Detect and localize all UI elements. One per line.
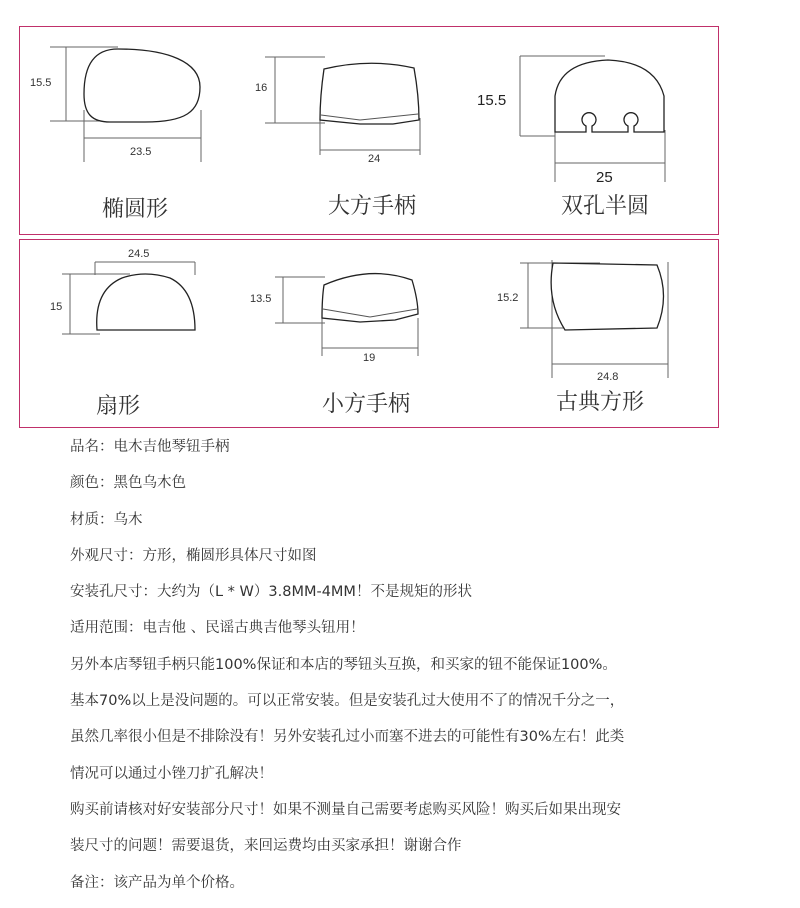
large-square-handle-diagram <box>245 45 445 175</box>
desc-scope: 适用范围：电吉他 、民谣古典吉他琴头钮用！ <box>70 620 365 637</box>
desc-line: 情况可以通过小锉刀扩孔解决！ <box>70 765 273 782</box>
classical-square-diagram <box>490 250 680 390</box>
shape-width-label: 25 <box>596 169 613 186</box>
small-square-handle-diagram <box>245 265 435 365</box>
desc-line: 装尺寸的问题！需要退货，来回运费均由买家承担！谢谢合作 <box>70 838 462 855</box>
desc-line: 另外本店琴钮手柄只能100%保证和本店的琴钮头互换，和买家的钮不能保证100%。 <box>70 656 617 673</box>
desc-line: 购买前请核对好安装部分尺寸！如果不测量自己需要考虑购买风险！购买后如果出现安 <box>70 801 621 818</box>
shape-name-label: 椭圆形 <box>102 197 169 222</box>
shape-width-label: 24 <box>368 153 381 165</box>
desc-line: 基本70%以上是没问题的。可以正常安装。但是安装孔过大使用不了的情况千分之一， <box>70 693 625 710</box>
shape-height-label: 15 <box>50 301 63 313</box>
shape-width-label: 23.5 <box>130 146 152 158</box>
desc-hole-size: 安装孔尺寸：大约为（L * W）3.8MM-4MM！不是规矩的形状 <box>70 584 472 601</box>
shape-width-label: 24.8 <box>597 371 619 383</box>
shape-height-label: 13.5 <box>250 293 272 305</box>
shape-name-label: 大方手柄 <box>328 194 417 219</box>
double-hole-half-round-diagram <box>470 45 680 190</box>
shape-name-label: 扇形 <box>96 394 141 419</box>
desc-material: 材质：乌木 <box>70 511 143 528</box>
shape-name-label: 古典方形 <box>556 390 645 415</box>
desc-line: 虽然几率很小但是不排除没有！另外安装孔过小而塞不进去的可能性有30%左右！此类 <box>70 729 625 746</box>
desc-size: 外观尺寸：方形，椭圆形具体尺寸如图 <box>70 547 317 564</box>
product-description <box>70 436 770 908</box>
desc-note: 备注：该产品为单个价格。 <box>70 874 244 891</box>
fan-shape-diagram <box>40 240 210 340</box>
desc-color: 颜色：黑色乌木色 <box>70 475 186 492</box>
shape-width-label: 24.5 <box>128 248 150 260</box>
shape-width-label: 19 <box>363 352 376 364</box>
shape-height-label: 15.5 <box>30 77 52 89</box>
shape-height-label: 15.5 <box>477 92 507 109</box>
shape-height-label: 16 <box>255 82 268 94</box>
shape-height-label: 15.2 <box>497 292 519 304</box>
shape-name-label: 双孔半圆 <box>561 194 650 219</box>
ellipse-knob-diagram <box>25 40 225 170</box>
shape-name-label: 小方手柄 <box>322 392 411 417</box>
desc-product-name: 品名：电木吉他琴钮手柄 <box>70 439 230 455</box>
